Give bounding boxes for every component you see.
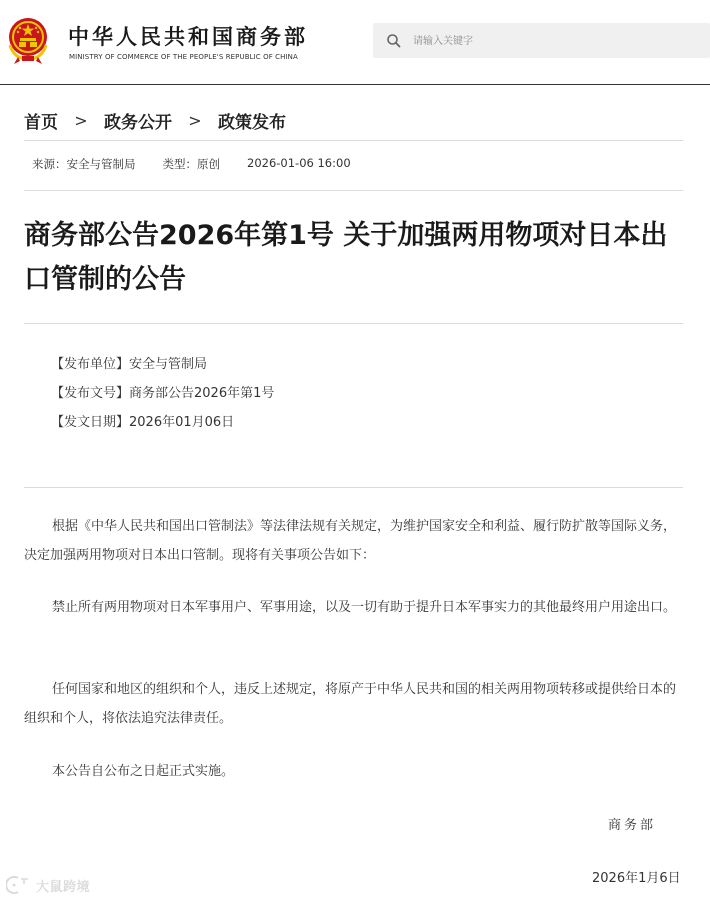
article-paragraph: 根据《中华人民共和国出口管制法》等法律法规有关规定，为维护国家安全和利益、履行防扩散等国际义务，决定加强两用物项对日本出口管制。现将有关事项公告如下： (24, 519, 677, 563)
info-issue-date: 【发文日期】2026年01月06日 (51, 415, 235, 430)
article-paragraph: 本公告自公布之日起正式实施。 (52, 764, 235, 779)
signature: 商务部 (608, 818, 657, 833)
info-doc-number: 【发布文号】商务部公告2026年第1号 (51, 386, 275, 401)
breadcrumb-policy-release-link[interactable]: 政策发布 (218, 112, 286, 133)
watermark-logo-icon (6, 875, 32, 895)
search-icon[interactable] (385, 32, 403, 50)
national-emblem-icon[interactable] (4, 15, 52, 65)
divider (24, 487, 683, 488)
document-info (51, 350, 274, 437)
divider (24, 323, 683, 324)
article-paragraph: 任何国家和地区的组织和个人，违反上述规定，将原产于中华人民共和国的相关两用物项转移或提供给日本的组织和个人，将依法追究法律责任。 (24, 682, 677, 726)
article-paragraph: 禁止所有两用物项对日本军事用户、军事用途，以及一切有助于提升日本军事实力的其他最终用户用途出口。 (52, 600, 677, 615)
ministry-name-cn: 中华人民共和国商务部 (68, 25, 308, 49)
article-title: 商务部公告2026年第1号 关于加强两用物项对日本出口管制的公告 (24, 220, 668, 295)
signing-date: 2026年1月6日 (592, 871, 681, 886)
watermark (6, 873, 106, 897)
info-issuer: 【发布单位】安全与管制局 (51, 357, 208, 372)
site-header (0, 0, 710, 85)
search-input[interactable] (413, 31, 693, 51)
divider (24, 190, 683, 191)
meta-datetime: 2026-01-06 16:00 (247, 156, 351, 170)
ministry-name-en: MINISTRY OF COMMERCE OF THE PEOPLE'S REPUBLIC OF CHINA (69, 53, 298, 61)
breadcrumb-separator: > (188, 110, 202, 130)
meta-type: 类型：原创 (162, 157, 220, 171)
breadcrumb-home-link[interactable]: 首页 (24, 112, 58, 133)
breadcrumb-separator: > (74, 110, 88, 130)
divider (24, 140, 683, 141)
breadcrumb-government-affairs-link[interactable]: 政务公开 (104, 112, 172, 133)
breadcrumb (24, 108, 286, 132)
search-box[interactable] (373, 23, 710, 58)
article-meta (32, 156, 351, 172)
meta-source: 来源：安全与管制局 (32, 157, 136, 171)
watermark-text: 大鼠跨境 (36, 880, 91, 895)
